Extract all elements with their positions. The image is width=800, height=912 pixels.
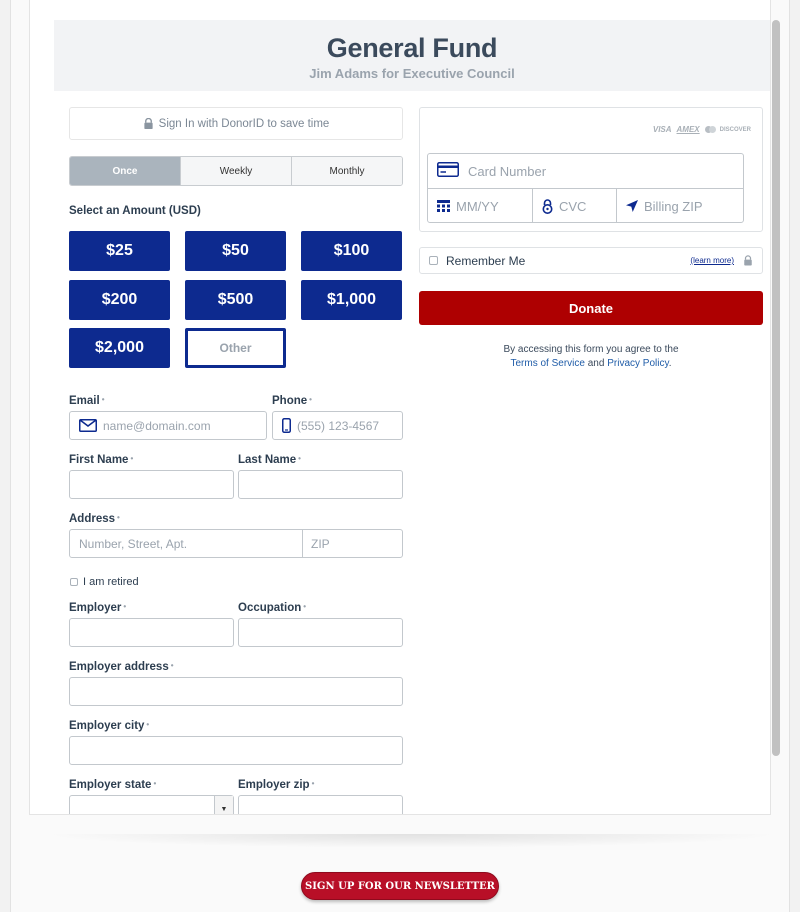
zip-field[interactable] — [303, 530, 402, 557]
employer-city-label: Employer city • — [69, 720, 150, 732]
amount-200-button[interactable]: $200 — [69, 280, 170, 320]
phone-field[interactable] — [272, 411, 403, 440]
retired-checkbox[interactable] — [70, 578, 78, 586]
amount-50-button[interactable]: $50 — [185, 231, 286, 271]
employer-city-field[interactable] — [69, 736, 403, 765]
frequency-toggle — [69, 156, 403, 186]
credit-card-icon — [437, 162, 459, 180]
remember-me-label: Remember Me — [446, 253, 526, 268]
form-header — [54, 20, 770, 91]
email-label: Email • — [69, 395, 105, 407]
amount-label: Select an Amount (USD) — [69, 205, 201, 217]
employer-zip-label: Employer zip • — [238, 779, 315, 791]
page-frame — [10, 0, 790, 912]
scrollbar-thumb[interactable] — [772, 20, 780, 756]
employer-state-label: Employer state • — [69, 779, 157, 791]
mastercard-icon — [705, 126, 715, 133]
card-fields — [427, 153, 744, 223]
page-subtitle: Jim Adams for Executive Council — [309, 66, 515, 81]
street-address-field[interactable] — [70, 530, 303, 557]
billing-zip-placeholder: Billing ZIP — [644, 198, 703, 214]
terms-and: and — [587, 358, 605, 369]
payment-card-box — [419, 107, 763, 232]
card-number-field[interactable] — [428, 154, 743, 189]
amount-25-button[interactable]: $25 — [69, 231, 170, 271]
section-divider — [41, 834, 781, 848]
lock-icon — [143, 118, 154, 129]
last-name-field[interactable] — [238, 470, 403, 499]
learn-more-link[interactable]: (learn more) — [690, 256, 734, 265]
required-marker: • — [123, 602, 127, 611]
card-brands — [653, 125, 751, 134]
employer-label: Employer • — [69, 602, 127, 614]
occupation-label: Occupation • — [238, 602, 307, 614]
required-marker: • — [101, 395, 105, 404]
chevron-down-icon[interactable]: ▼ — [214, 796, 233, 815]
required-marker: • — [303, 602, 307, 611]
phone-icon — [282, 418, 291, 433]
required-marker: • — [117, 513, 120, 522]
frequency-monthly-tab[interactable]: Monthly — [291, 157, 402, 185]
terms-text — [419, 343, 763, 371]
scrollbar[interactable] — [771, 14, 781, 816]
required-marker: • — [153, 779, 157, 788]
phone-placeholder: (555) 123-4567 — [297, 418, 380, 433]
last-name-label: Last Name • — [238, 454, 301, 466]
amex-logo: AMEX — [676, 125, 700, 134]
lock-icon — [743, 255, 753, 266]
discover-logo: DISCOVER — [719, 126, 751, 133]
occupation-field[interactable] — [238, 618, 403, 647]
newsletter-signup-button[interactable]: SIGN UP FOR OUR NEWSLETTER — [301, 872, 499, 900]
retired-label: I am retired — [83, 576, 139, 588]
privacy-policy-link[interactable]: Privacy Policy — [607, 358, 669, 369]
email-placeholder: name@domain.com — [103, 418, 211, 433]
page-title: General Fund — [326, 33, 498, 63]
expiry-field[interactable] — [428, 189, 532, 223]
email-field[interactable] — [69, 411, 267, 440]
padlock-icon — [542, 199, 553, 214]
employer-field[interactable] — [69, 618, 234, 647]
remember-me-checkbox[interactable] — [429, 256, 438, 265]
terms-suffix: . — [668, 358, 672, 369]
amount-1000-button[interactable]: $1,000 — [301, 280, 402, 320]
location-arrow-icon — [626, 200, 638, 212]
billing-zip-field[interactable] — [616, 189, 743, 223]
street-placeholder: Number, Street, Apt. — [79, 536, 188, 551]
expiry-placeholder: MM/YY — [456, 198, 499, 214]
visa-logo: VISA — [652, 125, 672, 134]
amount-100-button[interactable]: $100 — [301, 231, 402, 271]
address-group — [69, 529, 403, 558]
required-marker: • — [170, 661, 174, 670]
signin-label: Sign In with DonorID to save time — [158, 117, 330, 130]
required-marker: • — [130, 454, 134, 463]
retired-checkbox-row[interactable] — [70, 576, 139, 588]
required-marker: • — [309, 395, 312, 404]
employer-state-select[interactable] — [69, 795, 234, 815]
frequency-once-tab[interactable]: Once — [70, 157, 180, 185]
donation-form-card — [29, 0, 771, 815]
frequency-weekly-tab[interactable]: Weekly — [180, 157, 291, 185]
first-name-field[interactable] — [69, 470, 234, 499]
required-marker: • — [298, 454, 301, 463]
terms-prefix: By accessing this form you agree to the — [503, 344, 679, 355]
employer-address-field[interactable] — [69, 677, 403, 706]
donorid-signin-button[interactable] — [69, 107, 403, 140]
required-marker: • — [311, 779, 315, 788]
address-label: Address • — [69, 513, 120, 525]
terms-of-service-link[interactable]: Terms of Service — [510, 358, 585, 369]
envelope-icon — [79, 419, 97, 432]
amount-2000-button[interactable]: $2,000 — [69, 328, 170, 368]
cvc-field[interactable] — [532, 189, 616, 223]
amount-500-button[interactable]: $500 — [185, 280, 286, 320]
calendar-icon — [437, 200, 450, 212]
card-number-placeholder: Card Number — [468, 163, 547, 179]
remember-me-row[interactable] — [419, 247, 763, 274]
employer-zip-field[interactable] — [238, 795, 403, 815]
cvc-placeholder: CVC — [559, 198, 587, 214]
required-marker: • — [146, 720, 150, 729]
first-name-label: First Name • — [69, 454, 134, 466]
employer-address-label: Employer address • — [69, 661, 174, 673]
zip-placeholder: ZIP — [311, 536, 330, 551]
amount-other-input[interactable]: Other — [185, 328, 286, 368]
donate-button[interactable]: Donate — [419, 291, 763, 325]
phone-label: Phone • — [272, 395, 312, 407]
